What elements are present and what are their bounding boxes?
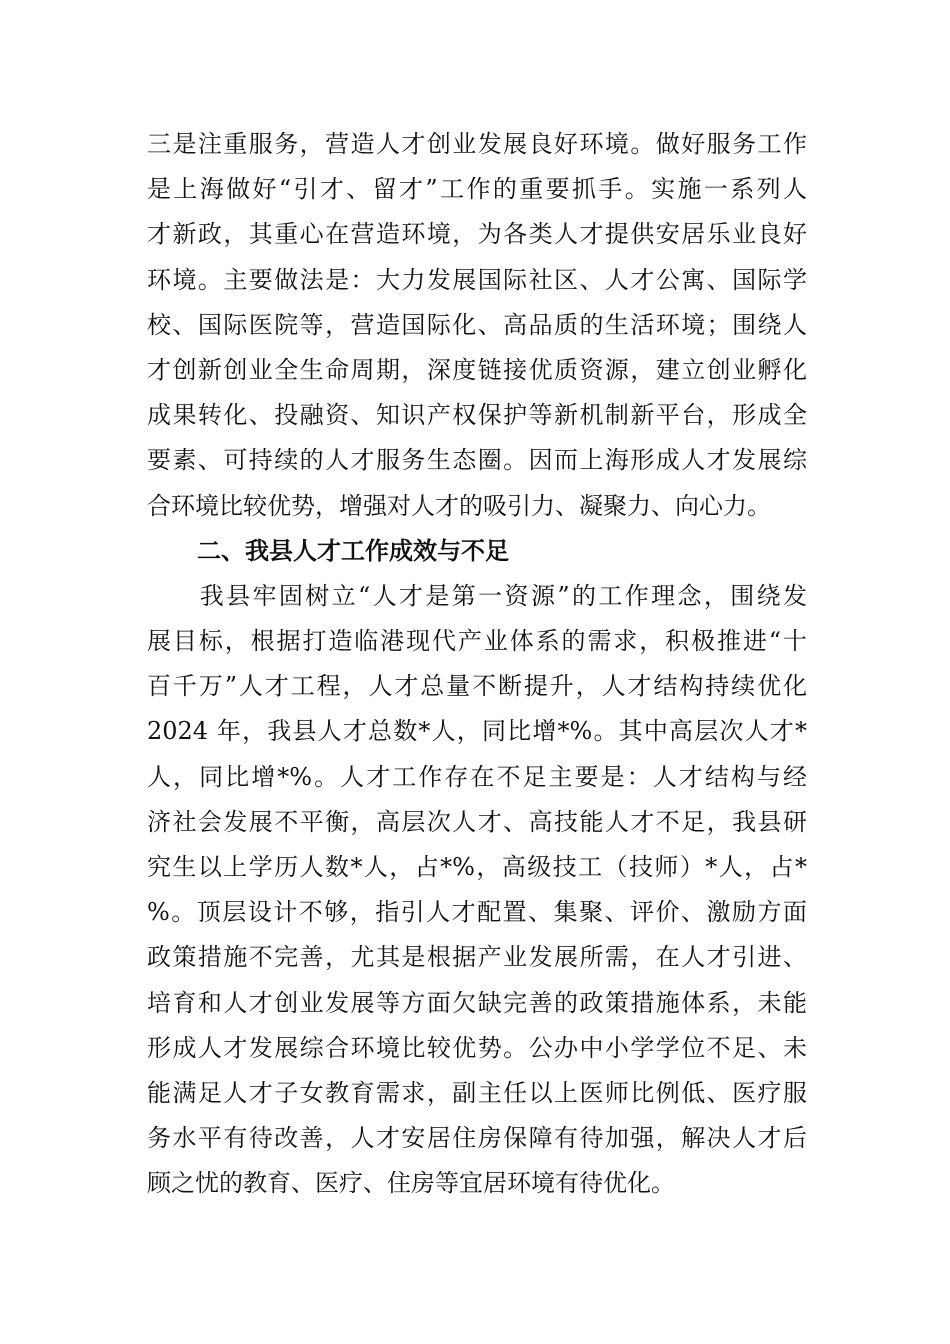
- paragraph-line: 是上海做好“引才、留才”工作的重要抓手。实施一系列人: [147, 175, 807, 204]
- paragraph-line: 务水平有待改善，人才安居住房保障有待加强，解决人才后: [147, 1124, 807, 1153]
- paragraph-line: 形成人才发展综合环境比较优势。公办中小学学位不足、未: [147, 1033, 807, 1062]
- paragraph-line: 能满足人才子女教育需求，副主任以上医师比例低、医疗服: [147, 1078, 807, 1107]
- paragraph-achievements-shortcomings: [147, 574, 807, 1207]
- paragraph-line: 政策措施不完善，尤其是根据产业发展所需，在人才引进、: [147, 943, 807, 972]
- paragraph-line: 培育和人才创业发展等方面欠缺完善的政策措施体系，未能: [147, 988, 807, 1017]
- paragraph-line: 三是注重服务，营造人才创业发展良好环境。做好服务工作: [147, 130, 807, 158]
- paragraph-line: 校、国际医院等，营造国际化、高品质的生活环境；围绕人: [147, 310, 807, 339]
- paragraph-line: 成果转化、投融资、知识产权保护等新机制新平台，形成全: [147, 401, 807, 430]
- paragraph-line: 人，同比增*%。人才工作存在不足主要是：人才结构与经: [147, 762, 807, 791]
- paragraph-line: 合环境比较优势，增强对人才的吸引力、凝聚力、向心力。: [147, 491, 771, 520]
- paragraph-line: 才创新创业全生命周期，深度链接优质资源，建立创业孵化: [147, 355, 807, 384]
- paragraph-service-environment: [147, 122, 807, 529]
- paragraph-line: 环境。主要做法是：大力发展国际社区、人才公寓、国际学: [147, 265, 807, 294]
- paragraph-line: 顾之忧的教育、医疗、住房等宜居环境有待优化。: [147, 1169, 675, 1198]
- paragraph-line: 才新政，其重心在营造环境，为各类人才提供安居乐业良好: [147, 220, 807, 249]
- paragraph-line: 济社会发展不平衡，高层次人才、高技能人才不足，我县研: [147, 807, 807, 836]
- paragraph-line: %。顶层设计不够，指引人才配置、集聚、评价、激励方面: [147, 898, 807, 927]
- paragraph-line: 展目标，根据打造临港现代产业体系的需求，积极推进“十: [147, 627, 807, 656]
- paragraph-line: 要素、可持续的人才服务生态圈。因而上海形成人才发展综: [147, 446, 807, 475]
- paragraph-line: 我县牢固树立“人才是第一资源”的工作理念，围绕发: [147, 581, 807, 610]
- paragraph-line: 究生以上学历人数*人，占*%，高级技工（技师）*人，占*: [147, 853, 807, 881]
- document-body: [147, 122, 807, 1207]
- section-heading: 二、我县人才工作成效与不足: [197, 536, 509, 565]
- paragraph-line: 2024 年，我县人才总数*人，同比增*%。其中高层次人才*: [147, 717, 807, 746]
- paragraph-line: 百千万”人才工程，人才总量不断提升，人才结构持续优化: [147, 672, 807, 701]
